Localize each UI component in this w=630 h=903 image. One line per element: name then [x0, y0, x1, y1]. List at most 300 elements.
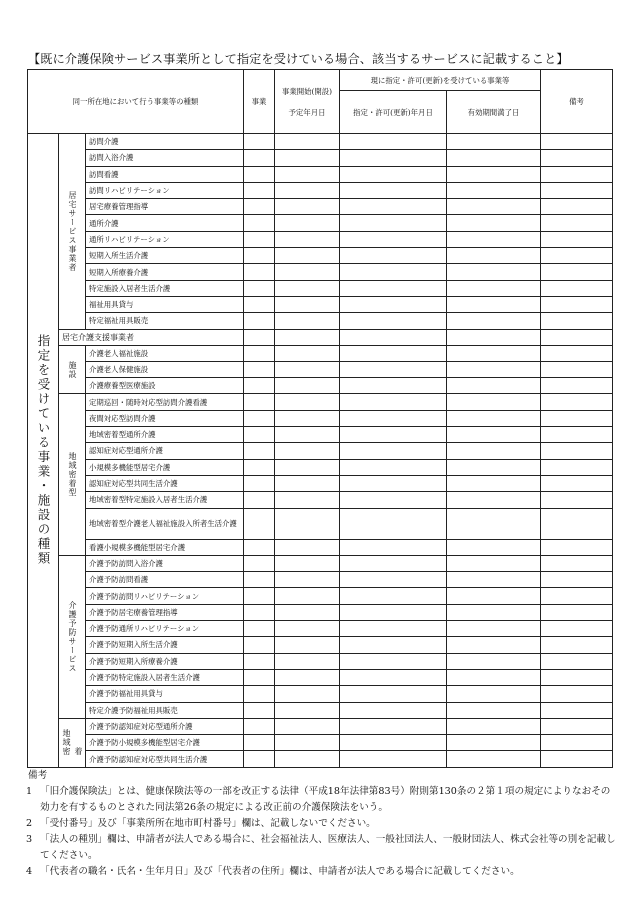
- business-cell[interactable]: [244, 361, 275, 377]
- group-label-cell: [59, 718, 86, 767]
- table-row: [28, 702, 613, 718]
- remarks-cell[interactable]: [541, 231, 613, 247]
- remarks-cell[interactable]: [541, 394, 613, 410]
- start-date-cell[interactable]: [275, 361, 340, 377]
- note-item: [26, 816, 616, 832]
- remarks-cell[interactable]: [541, 166, 613, 182]
- service-name: 介護予防認知症対応型通所介護: [86, 718, 244, 734]
- table-row: [28, 313, 613, 329]
- service-name: 訪問入浴介護: [86, 150, 244, 166]
- start-date-cell[interactable]: [275, 150, 340, 166]
- start-date-cell[interactable]: [275, 248, 340, 264]
- table-row: [28, 637, 613, 653]
- start-date-cell[interactable]: [275, 604, 340, 620]
- start-date-cell[interactable]: [275, 588, 340, 604]
- remarks-cell[interactable]: [541, 264, 613, 280]
- outer-category-cell: [28, 134, 59, 768]
- note-number: 3: [26, 834, 33, 845]
- business-cell[interactable]: [244, 508, 275, 539]
- table-row: [28, 150, 613, 166]
- designation-date-cell[interactable]: [340, 669, 447, 685]
- note-number: 2: [26, 818, 33, 829]
- start-date-cell[interactable]: [275, 280, 340, 296]
- expiry-date-cell[interactable]: [447, 394, 541, 410]
- business-cell[interactable]: [244, 588, 275, 604]
- remarks-cell[interactable]: [541, 313, 613, 329]
- expiry-date-cell[interactable]: [447, 637, 541, 653]
- table-row: [28, 459, 613, 475]
- start-date-cell[interactable]: [275, 166, 340, 182]
- table-row: [28, 410, 613, 426]
- expiry-date-cell[interactable]: [447, 686, 541, 702]
- remarks-cell[interactable]: [541, 329, 613, 345]
- start-date-cell[interactable]: [275, 637, 340, 653]
- table-row: [28, 280, 613, 296]
- table-row: [28, 215, 613, 231]
- designation-date-cell[interactable]: [340, 492, 447, 508]
- note-text: 「受付番号」及び「事業所所在地市町村番号」欄は、記載しないでください。: [40, 818, 376, 829]
- expiry-date-cell[interactable]: [447, 134, 541, 150]
- remarks-cell[interactable]: [541, 751, 613, 767]
- designation-date-cell[interactable]: [340, 637, 447, 653]
- group-label-cell: [59, 134, 86, 330]
- start-date-cell[interactable]: [275, 686, 340, 702]
- business-cell[interactable]: [244, 669, 275, 685]
- remarks-cell[interactable]: [541, 134, 613, 150]
- table-row: [28, 264, 613, 280]
- remarks-cell[interactable]: [541, 182, 613, 198]
- start-date-cell[interactable]: [275, 735, 340, 751]
- service-name: 小規模多機能型居宅介護: [86, 459, 244, 475]
- start-date-cell[interactable]: [275, 718, 340, 734]
- business-cell[interactable]: [244, 427, 275, 443]
- note-item: [26, 864, 616, 880]
- designation-date-cell[interactable]: [340, 345, 447, 361]
- designation-date-cell[interactable]: [340, 427, 447, 443]
- service-name: 地域密着型介護老人福祉施設入所者生活介護: [86, 508, 244, 539]
- table-row: [28, 621, 613, 637]
- business-cell[interactable]: [244, 280, 275, 296]
- designation-date-cell[interactable]: [340, 329, 447, 345]
- notes-heading: 備考: [28, 770, 48, 781]
- designation-date-cell[interactable]: [340, 264, 447, 280]
- business-cell[interactable]: [244, 539, 275, 555]
- business-cell[interactable]: [244, 264, 275, 280]
- service-name: 夜間対応型訪問介護: [86, 410, 244, 426]
- designation-date-cell[interactable]: [340, 555, 447, 571]
- service-name: 居宅療養管理指導: [86, 199, 244, 215]
- table-row: [28, 378, 613, 394]
- designation-date-cell[interactable]: [340, 410, 447, 426]
- start-date-cell[interactable]: [275, 199, 340, 215]
- designation-date-cell[interactable]: [340, 296, 447, 312]
- remarks-cell[interactable]: [541, 427, 613, 443]
- table-row: [28, 604, 613, 620]
- table-row: [28, 555, 613, 571]
- designation-date-cell[interactable]: [340, 539, 447, 555]
- designation-date-cell[interactable]: [340, 686, 447, 702]
- business-cell[interactable]: [244, 296, 275, 312]
- remarks-cell[interactable]: [541, 215, 613, 231]
- start-date-cell[interactable]: [275, 702, 340, 718]
- header-start-date-line2: 予定年月日: [288, 107, 326, 117]
- service-name: 通所リハビリテーション: [86, 231, 244, 247]
- business-cell[interactable]: [244, 686, 275, 702]
- designation-date-cell[interactable]: [340, 215, 447, 231]
- remarks-cell[interactable]: [541, 653, 613, 669]
- remarks-cell[interactable]: [541, 410, 613, 426]
- expiry-date-cell[interactable]: [447, 588, 541, 604]
- table-row: [28, 686, 613, 702]
- group-label: 介護予防サービス: [68, 600, 77, 673]
- table-row: [28, 248, 613, 264]
- start-date-cell[interactable]: [275, 751, 340, 767]
- designation-date-cell[interactable]: [340, 508, 447, 539]
- expiry-date-cell[interactable]: [447, 231, 541, 247]
- table-row: [28, 134, 613, 150]
- business-cell[interactable]: [244, 475, 275, 491]
- business-cell[interactable]: [244, 735, 275, 751]
- group-label: 地域密: [62, 729, 71, 757]
- designation-date-cell[interactable]: [340, 621, 447, 637]
- header-service-type: 同一所在地において行う事業等の種類: [28, 70, 244, 134]
- business-cell[interactable]: [244, 718, 275, 734]
- business-cell[interactable]: [244, 621, 275, 637]
- service-name: 訪問介護: [86, 134, 244, 150]
- service-name: 通所介護: [86, 215, 244, 231]
- table-row: [28, 735, 613, 751]
- business-cell[interactable]: [244, 702, 275, 718]
- business-cell[interactable]: [244, 604, 275, 620]
- start-date-cell[interactable]: [275, 492, 340, 508]
- remarks-cell[interactable]: [541, 588, 613, 604]
- expiry-date-cell[interactable]: [447, 735, 541, 751]
- designation-date-cell[interactable]: [340, 702, 447, 718]
- note-item: [26, 832, 616, 864]
- remarks-cell[interactable]: [541, 378, 613, 394]
- remarks-cell[interactable]: [541, 280, 613, 296]
- remarks-cell[interactable]: [541, 621, 613, 637]
- table-row: [28, 669, 613, 685]
- designation-date-cell[interactable]: [340, 134, 447, 150]
- expiry-date-cell[interactable]: [447, 378, 541, 394]
- business-cell[interactable]: [244, 199, 275, 215]
- service-name: 特定施設入居者生活介護: [86, 280, 244, 296]
- service-name: 看護小規模多機能型居宅介護: [86, 539, 244, 555]
- service-name: 地域密着型通所介護: [86, 427, 244, 443]
- remarks-cell[interactable]: [541, 443, 613, 459]
- start-date-cell[interactable]: [275, 653, 340, 669]
- business-cell[interactable]: [244, 345, 275, 361]
- service-name: 介護予防小規模多機能型居宅介護: [86, 735, 244, 751]
- table-row: [28, 199, 613, 215]
- expiry-date-cell[interactable]: [447, 199, 541, 215]
- start-date-cell[interactable]: [275, 427, 340, 443]
- start-date-cell[interactable]: [275, 264, 340, 280]
- business-cell[interactable]: [244, 150, 275, 166]
- expiry-date-cell[interactable]: [447, 572, 541, 588]
- business-cell[interactable]: [244, 410, 275, 426]
- designation-date-cell[interactable]: [340, 150, 447, 166]
- expiry-date-cell[interactable]: [447, 427, 541, 443]
- expiry-date-cell[interactable]: [447, 296, 541, 312]
- expiry-date-cell[interactable]: [447, 443, 541, 459]
- service-name: 介護老人福祉施設: [86, 345, 244, 361]
- note-item: [26, 784, 616, 816]
- header-start-date: [275, 70, 340, 134]
- services-table: [27, 69, 613, 768]
- designation-date-cell[interactable]: [340, 751, 447, 767]
- table-row: [28, 588, 613, 604]
- group-label-cell: [59, 394, 86, 555]
- expiry-date-cell[interactable]: [447, 182, 541, 198]
- service-name: 介護予防短期入所生活介護: [86, 637, 244, 653]
- start-date-cell[interactable]: [275, 134, 340, 150]
- table-row: [28, 329, 613, 345]
- business-cell[interactable]: [244, 459, 275, 475]
- remarks-cell[interactable]: [541, 296, 613, 312]
- service-name: 認知症対応型通所介護: [86, 443, 244, 459]
- table-row: [28, 345, 613, 361]
- table-row: [28, 296, 613, 312]
- remarks-cell[interactable]: [541, 361, 613, 377]
- expiry-date-cell[interactable]: [447, 361, 541, 377]
- service-support-label: 居宅介護支援事業者: [59, 329, 244, 345]
- remarks-cell[interactable]: [541, 248, 613, 264]
- start-date-cell[interactable]: [275, 669, 340, 685]
- designation-date-cell[interactable]: [340, 443, 447, 459]
- designation-date-cell[interactable]: [340, 182, 447, 198]
- designation-date-cell[interactable]: [340, 735, 447, 751]
- expiry-date-cell[interactable]: [447, 459, 541, 475]
- group-label-side: 着: [74, 747, 83, 757]
- designation-date-cell[interactable]: [340, 459, 447, 475]
- group-label: 居宅サービス事業者: [68, 190, 77, 272]
- start-date-cell[interactable]: [275, 231, 340, 247]
- designation-date-cell[interactable]: [340, 166, 447, 182]
- business-cell[interactable]: [244, 394, 275, 410]
- start-date-cell[interactable]: [275, 313, 340, 329]
- expiry-date-cell[interactable]: [447, 702, 541, 718]
- remarks-cell[interactable]: [541, 718, 613, 734]
- designation-date-cell[interactable]: [340, 378, 447, 394]
- expiry-date-cell[interactable]: [447, 669, 541, 685]
- expiry-date-cell[interactable]: [447, 718, 541, 734]
- service-name: 短期入所療養介護: [86, 264, 244, 280]
- expiry-date-cell[interactable]: [447, 313, 541, 329]
- business-cell[interactable]: [244, 443, 275, 459]
- expiry-date-cell[interactable]: [447, 248, 541, 264]
- remarks-cell[interactable]: [541, 686, 613, 702]
- business-cell[interactable]: [244, 378, 275, 394]
- start-date-cell[interactable]: [275, 508, 340, 539]
- table-row: [28, 443, 613, 459]
- expiry-date-cell[interactable]: [447, 539, 541, 555]
- start-date-cell[interactable]: [275, 555, 340, 571]
- table-row: [28, 427, 613, 443]
- designation-date-cell[interactable]: [340, 313, 447, 329]
- service-name: 福祉用具貸与: [86, 296, 244, 312]
- service-name: 介護予防訪問看護: [86, 572, 244, 588]
- start-date-cell[interactable]: [275, 539, 340, 555]
- designation-date-cell[interactable]: [340, 588, 447, 604]
- start-date-cell[interactable]: [275, 182, 340, 198]
- remarks-cell[interactable]: [541, 459, 613, 475]
- header-designation-date: 指定・許可(更新)年月日: [340, 91, 447, 134]
- note-number: 1: [26, 786, 33, 797]
- remarks-cell[interactable]: [541, 702, 613, 718]
- service-name: 介護予防居宅療養管理指導: [86, 604, 244, 620]
- expiry-date-cell[interactable]: [447, 345, 541, 361]
- table-row: [28, 231, 613, 247]
- start-date-cell[interactable]: [275, 443, 340, 459]
- group-label: 地域密着型: [68, 452, 77, 498]
- start-date-cell[interactable]: [275, 329, 340, 345]
- business-cell[interactable]: [244, 182, 275, 198]
- remarks-cell[interactable]: [541, 199, 613, 215]
- table-row: [28, 653, 613, 669]
- business-cell[interactable]: [244, 653, 275, 669]
- service-name: 介護予防訪問入浴介護: [86, 555, 244, 571]
- service-name: 介護予防通所リハビリテーション: [86, 621, 244, 637]
- start-date-cell[interactable]: [275, 410, 340, 426]
- business-cell[interactable]: [244, 555, 275, 571]
- group-label: 施設: [68, 360, 77, 379]
- expiry-date-cell[interactable]: [447, 280, 541, 296]
- service-name: 特定介護予防福祉用具販売: [86, 702, 244, 718]
- service-name: 特定福祉用具販売: [86, 313, 244, 329]
- start-date-cell[interactable]: [275, 378, 340, 394]
- service-name: 短期入所生活介護: [86, 248, 244, 264]
- service-name: 介護予防短期入所療養介護: [86, 653, 244, 669]
- remarks-cell[interactable]: [541, 150, 613, 166]
- expiry-date-cell[interactable]: [447, 329, 541, 345]
- designation-date-cell[interactable]: [340, 280, 447, 296]
- expiry-date-cell[interactable]: [447, 410, 541, 426]
- expiry-date-cell[interactable]: [447, 604, 541, 620]
- designation-date-cell[interactable]: [340, 231, 447, 247]
- remarks-cell[interactable]: [541, 539, 613, 555]
- table-row: [28, 182, 613, 198]
- header-expiry-date: 有効期間満了日: [447, 91, 541, 134]
- remarks-cell[interactable]: [541, 669, 613, 685]
- business-cell[interactable]: [244, 572, 275, 588]
- group-label-cell: [59, 345, 86, 394]
- remarks-cell[interactable]: [541, 735, 613, 751]
- expiry-date-cell[interactable]: [447, 555, 541, 571]
- service-name: 定期巡回・随時対応型訪問介護看護: [86, 394, 244, 410]
- business-cell[interactable]: [244, 215, 275, 231]
- expiry-date-cell[interactable]: [447, 215, 541, 231]
- group-label-cell: [59, 555, 86, 718]
- designation-date-cell[interactable]: [340, 394, 447, 410]
- remarks-cell[interactable]: [541, 492, 613, 508]
- table-row: [28, 572, 613, 588]
- business-cell[interactable]: [244, 248, 275, 264]
- table-row: [28, 166, 613, 182]
- start-date-cell[interactable]: [275, 475, 340, 491]
- table-row: [28, 394, 613, 410]
- service-name: 介護予防福祉用具貸与: [86, 686, 244, 702]
- table-row: [28, 361, 613, 377]
- business-cell[interactable]: [244, 166, 275, 182]
- table-row: [28, 475, 613, 491]
- table-row: [28, 751, 613, 767]
- business-cell[interactable]: [244, 134, 275, 150]
- header-current-designation: 現に指定・許可(更新)を受けている事業等: [340, 70, 541, 91]
- start-date-cell[interactable]: [275, 572, 340, 588]
- service-name: 介護療養型医療施設: [86, 378, 244, 394]
- business-cell[interactable]: [244, 492, 275, 508]
- designation-date-cell[interactable]: [340, 361, 447, 377]
- expiry-date-cell[interactable]: [447, 166, 541, 182]
- service-name: 地域密着型特定施設入居者生活介護: [86, 492, 244, 508]
- remarks-cell[interactable]: [541, 345, 613, 361]
- header-business: 事業: [244, 70, 275, 134]
- service-name: 認知症対応型共同生活介護: [86, 475, 244, 491]
- designation-date-cell[interactable]: [340, 653, 447, 669]
- business-cell[interactable]: [244, 637, 275, 653]
- expiry-date-cell[interactable]: [447, 751, 541, 767]
- remarks-cell[interactable]: [541, 508, 613, 539]
- table-row: [28, 492, 613, 508]
- business-cell[interactable]: [244, 329, 275, 345]
- expiry-date-cell[interactable]: [447, 475, 541, 491]
- remarks-cell[interactable]: [541, 637, 613, 653]
- designation-date-cell[interactable]: [340, 718, 447, 734]
- remarks-cell[interactable]: [541, 555, 613, 571]
- remarks-cell[interactable]: [541, 475, 613, 491]
- start-date-cell[interactable]: [275, 215, 340, 231]
- form-title: 【既に介護保険サービス事業所として指定を受けている場合、該当するサービスに記載すること】: [28, 52, 569, 66]
- outer-category-label: 指定を受けている事業・施設の種類: [36, 334, 51, 567]
- expiry-date-cell[interactable]: [447, 621, 541, 637]
- table-row: [28, 539, 613, 555]
- table-row: [28, 508, 613, 539]
- service-name: 訪問看護: [86, 166, 244, 182]
- notes-section: [26, 768, 616, 880]
- note-number: 4: [26, 866, 33, 877]
- service-name: 介護老人保健施設: [86, 361, 244, 377]
- remarks-cell[interactable]: [541, 572, 613, 588]
- start-date-cell[interactable]: [275, 296, 340, 312]
- designation-date-cell[interactable]: [340, 475, 447, 491]
- expiry-date-cell[interactable]: [447, 150, 541, 166]
- start-date-cell[interactable]: [275, 345, 340, 361]
- note-text: 「法人の種別」欄は、申請者が法人である場合に、社会福祉法人、医療法人、一般社団法人、一般財団法人、株式会社等の別を記載してください。: [40, 834, 616, 861]
- service-name: 訪問リハビリテーション: [86, 182, 244, 198]
- service-name: 介護予防訪問リハビリテーション: [86, 588, 244, 604]
- note-text: 「旧介護保険法」とは、健康保険法等の一部を改正する法律（平成18年法律第83号）附則第130条の２第１項の規定によりなおその効力を有するものとされた同法第26条の規定による改正前の介護保険法をいう。: [40, 786, 611, 813]
- designation-date-cell[interactable]: [340, 572, 447, 588]
- table-row: [28, 718, 613, 734]
- expiry-date-cell[interactable]: [447, 508, 541, 539]
- business-cell[interactable]: [244, 231, 275, 247]
- start-date-cell[interactable]: [275, 459, 340, 475]
- designation-date-cell[interactable]: [340, 248, 447, 264]
- service-name: 介護予防特定施設入居者生活介護: [86, 669, 244, 685]
- business-cell[interactable]: [244, 313, 275, 329]
- expiry-date-cell[interactable]: [447, 653, 541, 669]
- expiry-date-cell[interactable]: [447, 492, 541, 508]
- remarks-cell[interactable]: [541, 604, 613, 620]
- start-date-cell[interactable]: [275, 621, 340, 637]
- start-date-cell[interactable]: [275, 394, 340, 410]
- business-cell[interactable]: [244, 751, 275, 767]
- designation-date-cell[interactable]: [340, 199, 447, 215]
- designation-date-cell[interactable]: [340, 604, 447, 620]
- expiry-date-cell[interactable]: [447, 264, 541, 280]
